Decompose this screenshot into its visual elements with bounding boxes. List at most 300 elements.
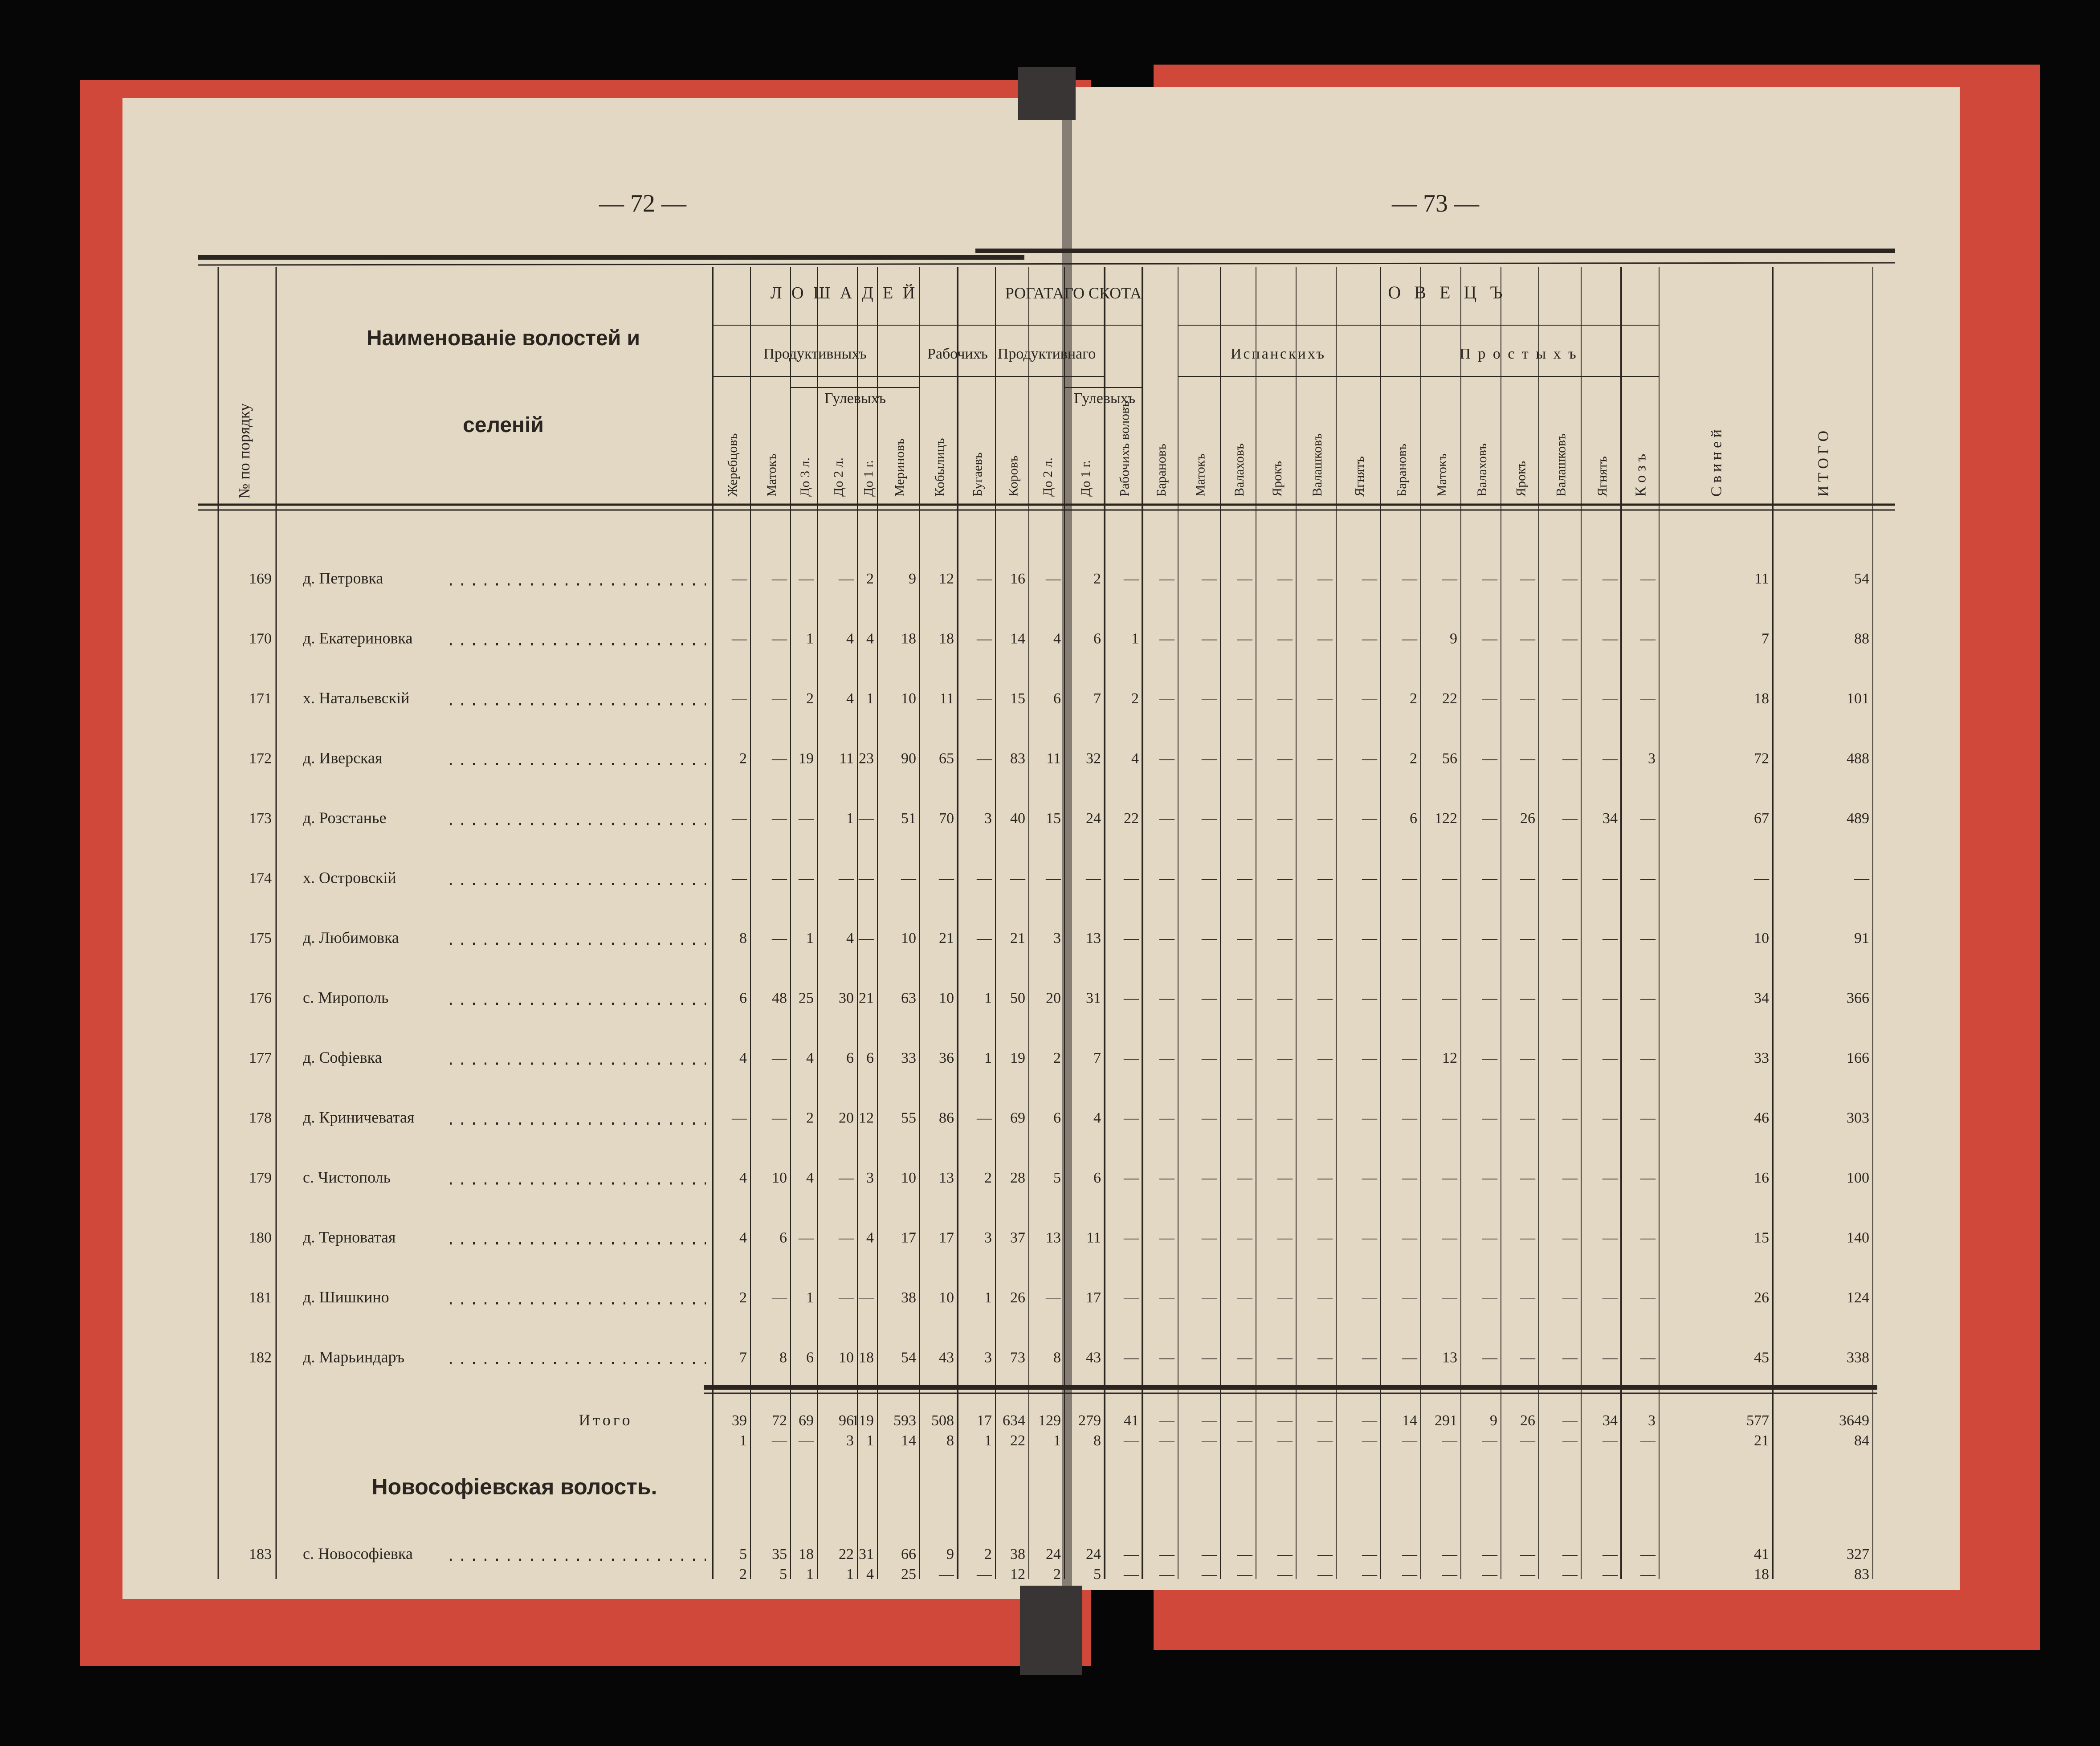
- cell-value: 19: [799, 750, 814, 767]
- total-value: 279: [1078, 1412, 1101, 1429]
- cell-value: —: [1640, 630, 1656, 647]
- cell-value: 3: [866, 1170, 874, 1186]
- cell-value: —: [1159, 930, 1174, 946]
- cell-value: —: [1402, 1110, 1417, 1126]
- cell-value: 4: [866, 1229, 874, 1246]
- cell-value: —: [1520, 630, 1535, 647]
- cell-value: —: [859, 1289, 874, 1306]
- total-value: 593: [893, 1412, 916, 1429]
- cell-value: —: [1159, 571, 1174, 587]
- cell-value: 43: [1086, 1349, 1101, 1366]
- cell-value: 6: [739, 990, 747, 1007]
- cell-value: —: [1562, 630, 1578, 647]
- cell-value: —: [1482, 1229, 1497, 1246]
- cell-value: —: [839, 1229, 854, 1246]
- total-value-alt: —: [1277, 1432, 1293, 1449]
- cell-value: 1: [846, 810, 854, 827]
- cell-value: 11: [1754, 571, 1769, 587]
- cell-value: —: [1317, 930, 1333, 946]
- total-value: 3649: [1839, 1412, 1869, 1429]
- column-label: До 1 г.: [861, 460, 876, 497]
- cell-value: —: [799, 1229, 814, 1246]
- cell-value: 26: [1520, 810, 1535, 827]
- total-value-alt: 8: [1093, 1432, 1101, 1449]
- cell-value: —: [1520, 1229, 1535, 1246]
- cell-value: 10: [772, 1170, 787, 1186]
- row-number: 183: [249, 1546, 272, 1562]
- cell-value: —: [1237, 1050, 1252, 1066]
- column-label: Бугаевъ: [970, 452, 985, 497]
- cell-value: —: [1202, 1050, 1217, 1066]
- cell-value: —: [1603, 571, 1618, 587]
- total-value-alt: —: [1640, 1432, 1656, 1449]
- cell-value: 24: [1086, 810, 1101, 827]
- cell-value: —: [1402, 1289, 1417, 1306]
- cell-value: 16: [1010, 571, 1025, 587]
- cell-value: —: [1603, 1050, 1618, 1066]
- row-number: 172: [249, 750, 272, 767]
- cell-value: —: [1362, 930, 1377, 946]
- total-value-alt: 14: [901, 1432, 916, 1449]
- cell-value: 2: [984, 1170, 992, 1186]
- cell-value: —: [1237, 1170, 1252, 1186]
- cell-value: —: [1603, 630, 1618, 647]
- cell-value: —: [1202, 630, 1217, 647]
- cell-value: —: [1442, 1229, 1457, 1246]
- cell-value: —: [1442, 1110, 1457, 1126]
- cell-value-alt: —: [1640, 1566, 1656, 1583]
- cell-value: —: [1124, 571, 1139, 587]
- cell-value: —: [1442, 1546, 1457, 1562]
- cell-value-alt: —: [977, 1566, 992, 1583]
- cell-value: 5: [1053, 1170, 1061, 1186]
- total-value: 291: [1435, 1412, 1457, 1429]
- cell-value: 43: [939, 1349, 954, 1366]
- cell-value: —: [1317, 571, 1333, 587]
- cell-value-alt: —: [1402, 1566, 1417, 1583]
- cell-value: 86: [939, 1110, 954, 1126]
- cell-value: —: [1202, 1110, 1217, 1126]
- row-number: 180: [249, 1229, 272, 1246]
- cell-value: 6: [806, 1349, 814, 1366]
- cell-value: —: [1603, 690, 1618, 707]
- total-value-alt: —: [1603, 1432, 1618, 1449]
- cell-value: 3: [1053, 930, 1061, 946]
- column-label: Ягнятъ: [1595, 456, 1610, 497]
- row-number: 174: [249, 870, 272, 887]
- column-label: Ярокъ: [1513, 461, 1529, 497]
- cell-value: —: [1277, 1170, 1293, 1186]
- cell-value: 26: [1754, 1289, 1769, 1306]
- total-value-alt: 1: [866, 1432, 874, 1449]
- cell-value: 4: [806, 1170, 814, 1186]
- cell-value: 10: [939, 990, 954, 1007]
- cell-value: —: [1603, 1289, 1618, 1306]
- cell-value: —: [732, 810, 747, 827]
- cell-value: —: [1402, 930, 1417, 946]
- cell-value: —: [859, 870, 874, 887]
- cell-value: —: [1237, 630, 1252, 647]
- row-number: 182: [249, 1349, 272, 1366]
- cell-value: 12: [939, 571, 954, 587]
- cell-value: —: [799, 870, 814, 887]
- cell-value-alt: —: [1442, 1566, 1457, 1583]
- total-value: —: [1237, 1412, 1252, 1429]
- cell-value: 13: [1046, 1229, 1061, 1246]
- total-value: 508: [931, 1412, 954, 1429]
- cell-value-alt: 83: [1854, 1566, 1869, 1583]
- cell-value: 124: [1847, 1289, 1869, 1306]
- cell-value: —: [1562, 990, 1578, 1007]
- cell-value: —: [1482, 1050, 1497, 1066]
- cell-value: —: [1562, 571, 1578, 587]
- column-label: Валаховъ: [1475, 443, 1489, 497]
- cell-value: 23: [859, 750, 874, 767]
- cell-value: —: [1362, 1050, 1377, 1066]
- cell-value: —: [1562, 1349, 1578, 1366]
- page-number-right: — 73 —: [1392, 190, 1479, 217]
- village-name: с. Чистополь: [303, 1168, 391, 1186]
- cell-value: 9: [909, 571, 916, 587]
- total-value: 96: [839, 1412, 854, 1429]
- cell-value: —: [1482, 571, 1497, 587]
- cell-value: 6: [1410, 810, 1417, 827]
- cell-value: —: [1202, 1349, 1217, 1366]
- header-horses-work: Рабочихъ: [927, 346, 988, 362]
- cell-value: 7: [1762, 630, 1769, 647]
- cell-value: —: [1277, 1110, 1293, 1126]
- cell-value: —: [1640, 1050, 1656, 1066]
- cell-value: —: [1159, 750, 1174, 767]
- cell-value: —: [1482, 810, 1497, 827]
- cell-value-alt: 2: [1053, 1566, 1061, 1583]
- cell-value: —: [1603, 1110, 1618, 1126]
- cell-value: —: [1317, 1546, 1333, 1562]
- village-name: д. Марьиндаръ: [303, 1348, 405, 1366]
- cell-value: —: [1159, 690, 1174, 707]
- cell-value: —: [1362, 1349, 1377, 1366]
- village-name: х. Островскій: [303, 869, 396, 887]
- cell-value: 25: [799, 990, 814, 1007]
- total-value-alt: 1: [1053, 1432, 1061, 1449]
- cell-value: —: [1362, 1289, 1377, 1306]
- row-number: 170: [249, 630, 272, 647]
- cell-value: —: [1640, 870, 1656, 887]
- cell-value: —: [1482, 990, 1497, 1007]
- cell-value: 3: [984, 1349, 992, 1366]
- cell-value: 14: [1010, 630, 1025, 647]
- cell-value: —: [732, 690, 747, 707]
- cell-value-alt: 25: [901, 1566, 916, 1583]
- total-value-alt: —: [1442, 1432, 1457, 1449]
- cell-value: —: [1362, 1546, 1377, 1562]
- cell-value: —: [1010, 870, 1025, 887]
- cell-value: 54: [1854, 571, 1869, 587]
- total-value: —: [1317, 1412, 1333, 1429]
- cell-value: —: [1402, 571, 1417, 587]
- cell-value: —: [1202, 810, 1217, 827]
- cell-value: —: [1277, 1050, 1293, 1066]
- cell-value: —: [1046, 571, 1061, 587]
- total-value-alt: —: [1159, 1432, 1174, 1449]
- cell-value: —: [1854, 870, 1869, 887]
- cell-value: 8: [1053, 1349, 1061, 1366]
- cell-value: —: [1603, 1349, 1618, 1366]
- cell-value: 101: [1847, 690, 1869, 707]
- cell-value: —: [1124, 870, 1139, 887]
- total-value-alt: —: [1237, 1432, 1252, 1449]
- cell-value: —: [1086, 870, 1101, 887]
- cell-value: —: [1277, 1349, 1293, 1366]
- cell-value: —: [1362, 990, 1377, 1007]
- cell-value: 65: [939, 750, 954, 767]
- column-label: Барановъ: [1154, 444, 1169, 497]
- cell-value: 26: [1010, 1289, 1025, 1306]
- cell-value: —: [1237, 1349, 1252, 1366]
- cell-value: 4: [739, 1050, 747, 1066]
- total-value: 9: [1490, 1412, 1497, 1429]
- cell-value: —: [1640, 1546, 1656, 1562]
- cell-value: 18: [1754, 690, 1769, 707]
- cell-value: 100: [1847, 1170, 1869, 1186]
- cell-value: —: [772, 930, 787, 946]
- cell-value: —: [1317, 750, 1333, 767]
- cell-value: —: [1362, 750, 1377, 767]
- cell-value: 17: [1086, 1289, 1101, 1306]
- cell-value: 7: [1093, 690, 1101, 707]
- cell-value: 24: [1046, 1546, 1061, 1562]
- cell-value: 21: [859, 990, 874, 1007]
- total-value: —: [1159, 1412, 1174, 1429]
- cell-value: 21: [939, 930, 954, 946]
- cell-value: 38: [1010, 1546, 1025, 1562]
- cell-value-alt: —: [1482, 1566, 1497, 1583]
- row-number: 169: [249, 571, 272, 587]
- column-label: Валашковъ: [1310, 433, 1325, 497]
- cell-value: 4: [739, 1170, 747, 1186]
- cell-value: —: [1442, 990, 1457, 1007]
- cell-value: 37: [1010, 1229, 1025, 1246]
- cell-value: 40: [1010, 810, 1025, 827]
- total-value-alt: 3: [846, 1432, 854, 1449]
- cell-value: —: [1317, 810, 1333, 827]
- header-cattle-productive: Продуктивнаго: [997, 346, 1096, 362]
- cell-value: —: [859, 930, 874, 946]
- cell-value-alt: —: [1562, 1566, 1578, 1583]
- cell-value: —: [1402, 1229, 1417, 1246]
- cell-value: 489: [1847, 810, 1869, 827]
- cell-value-alt: 18: [1754, 1566, 1769, 1583]
- cell-value: 6: [866, 1050, 874, 1066]
- cell-value: 20: [1046, 990, 1061, 1007]
- cell-value: —: [1482, 1110, 1497, 1126]
- cell-value: 13: [939, 1170, 954, 1186]
- cell-value: —: [1603, 1170, 1618, 1186]
- cell-value: 33: [901, 1050, 916, 1066]
- cell-value: —: [1442, 1289, 1457, 1306]
- cell-value: —: [977, 930, 992, 946]
- cell-value: 9: [1450, 630, 1457, 647]
- cell-value: —: [1402, 990, 1417, 1007]
- total-value: —: [1562, 1412, 1578, 1429]
- village-name: д. Петровка: [303, 569, 383, 587]
- cell-value: 366: [1847, 990, 1869, 1007]
- header-sheep-simple: П р о с т ы х ъ: [1460, 346, 1578, 362]
- cell-value: —: [1402, 630, 1417, 647]
- village-name: д. Шишкино: [303, 1288, 389, 1306]
- cell-value: —: [1159, 1546, 1174, 1562]
- cell-value: —: [1317, 870, 1333, 887]
- column-label: Валаховъ: [1232, 443, 1247, 497]
- cell-value: —: [1237, 810, 1252, 827]
- row-number: 171: [249, 690, 272, 707]
- cell-value: 72: [1754, 750, 1769, 767]
- cell-value: 67: [1754, 810, 1769, 827]
- cell-value: 22: [1442, 690, 1457, 707]
- cell-value: 10: [939, 1289, 954, 1306]
- cell-value: 1: [984, 990, 992, 1007]
- cell-value: —: [1277, 810, 1293, 827]
- cell-value: 55: [901, 1110, 916, 1126]
- cell-value-alt: 12: [1010, 1566, 1025, 1583]
- cell-value: 21: [1010, 930, 1025, 946]
- cell-value: —: [1520, 990, 1535, 1007]
- cell-value: —: [1202, 1170, 1217, 1186]
- cell-value: 30: [839, 990, 854, 1007]
- cell-value: 10: [901, 930, 916, 946]
- cell-value: —: [1640, 810, 1656, 827]
- column-label: Ягнятъ: [1352, 456, 1367, 497]
- cell-value: —: [1640, 1349, 1656, 1366]
- cell-value: 18: [939, 630, 954, 647]
- column-label: И Т О Г О: [1815, 430, 1832, 497]
- cell-value: 2: [1131, 690, 1139, 707]
- column-label: Ярокъ: [1270, 461, 1284, 497]
- cell-value: —: [1402, 1349, 1417, 1366]
- cell-value: —: [1124, 1349, 1139, 1366]
- total-value: 129: [1038, 1412, 1061, 1429]
- cell-value: —: [839, 870, 854, 887]
- cell-value: 91: [1854, 930, 1869, 946]
- cell-value: —: [1317, 1110, 1333, 1126]
- cell-value: —: [1277, 1229, 1293, 1246]
- cell-value: —: [977, 630, 992, 647]
- cell-value: 1: [866, 690, 874, 707]
- cell-value: —: [839, 571, 854, 587]
- cell-value: 9: [946, 1546, 954, 1562]
- cell-value: —: [1277, 750, 1293, 767]
- cell-value: —: [977, 870, 992, 887]
- cell-value: 90: [901, 750, 916, 767]
- cell-value: 24: [1086, 1546, 1101, 1562]
- cell-value: 140: [1847, 1229, 1869, 1246]
- cell-value: 2: [1093, 571, 1101, 587]
- cell-value: 11: [839, 750, 854, 767]
- cell-value: —: [1046, 870, 1061, 887]
- column-label: Мериновъ: [892, 438, 907, 497]
- cell-value: 36: [939, 1050, 954, 1066]
- cell-value: 4: [846, 690, 854, 707]
- cell-value: —: [1317, 1170, 1333, 1186]
- cell-value: —: [732, 571, 747, 587]
- cell-value: 8: [739, 930, 747, 946]
- cell-value: —: [1362, 1110, 1377, 1126]
- total-value: 26: [1520, 1412, 1535, 1429]
- cell-value: —: [1277, 870, 1293, 887]
- cell-value: —: [1277, 1289, 1293, 1306]
- cell-value: —: [1124, 990, 1139, 1007]
- cell-value: —: [1159, 630, 1174, 647]
- row-number: 179: [249, 1170, 272, 1186]
- cell-value: 6: [1053, 1110, 1061, 1126]
- cell-value: —: [1640, 571, 1656, 587]
- cell-value: 6: [1093, 630, 1101, 647]
- cell-value: 4: [846, 630, 854, 647]
- cell-value: —: [1159, 1170, 1174, 1186]
- cell-value: 73: [1010, 1349, 1025, 1366]
- cell-value: 15: [1754, 1229, 1769, 1246]
- cell-value: —: [1202, 1546, 1217, 1562]
- total-value: 3: [1648, 1412, 1656, 1429]
- cell-value: 4: [806, 1050, 814, 1066]
- cell-value: —: [1640, 930, 1656, 946]
- cell-value: —: [1202, 571, 1217, 587]
- cell-value: 2: [866, 571, 874, 587]
- cell-value: —: [1603, 930, 1618, 946]
- row-number: 176: [249, 990, 272, 1007]
- cell-value: 5: [739, 1546, 747, 1562]
- cell-value: —: [1277, 571, 1293, 587]
- cell-value: —: [1317, 990, 1333, 1007]
- cell-value: —: [1237, 750, 1252, 767]
- header-sheep-spanish: Испанскихъ: [1230, 346, 1326, 362]
- total-value-alt: —: [1317, 1432, 1333, 1449]
- total-value: —: [1277, 1412, 1293, 1429]
- cell-value: 3: [984, 1229, 992, 1246]
- total-value-alt: 21: [1754, 1432, 1769, 1449]
- cell-value: 4: [846, 930, 854, 946]
- column-label: До 1 г.: [1078, 460, 1093, 497]
- cell-value: 18: [799, 1546, 814, 1562]
- cell-value: —: [1202, 870, 1217, 887]
- cell-value: —: [772, 690, 787, 707]
- cell-value: 2: [1410, 690, 1417, 707]
- cell-value: —: [1124, 1050, 1139, 1066]
- total-value: 41: [1124, 1412, 1139, 1429]
- column-label: Матокъ: [764, 453, 779, 497]
- total-value: 119: [852, 1412, 874, 1429]
- cell-value: —: [1124, 930, 1139, 946]
- cell-value: —: [772, 750, 787, 767]
- row-number: 181: [249, 1289, 272, 1306]
- total-value: —: [1202, 1412, 1217, 1429]
- cell-value: —: [1562, 930, 1578, 946]
- cell-value: —: [1202, 690, 1217, 707]
- cell-value: 7: [739, 1349, 747, 1366]
- cell-value: —: [1402, 870, 1417, 887]
- cell-value: —: [1562, 1289, 1578, 1306]
- cell-value: —: [1520, 930, 1535, 946]
- cell-value-alt: 5: [779, 1566, 787, 1583]
- cell-value-alt: —: [1237, 1566, 1252, 1583]
- row-number: 173: [249, 810, 272, 827]
- cell-value: —: [1603, 750, 1618, 767]
- column-label: К о з ъ: [1632, 453, 1649, 497]
- cell-value: 18: [901, 630, 916, 647]
- cell-value: —: [1562, 810, 1578, 827]
- cell-value: 488: [1847, 750, 1869, 767]
- cell-value: 10: [1754, 930, 1769, 946]
